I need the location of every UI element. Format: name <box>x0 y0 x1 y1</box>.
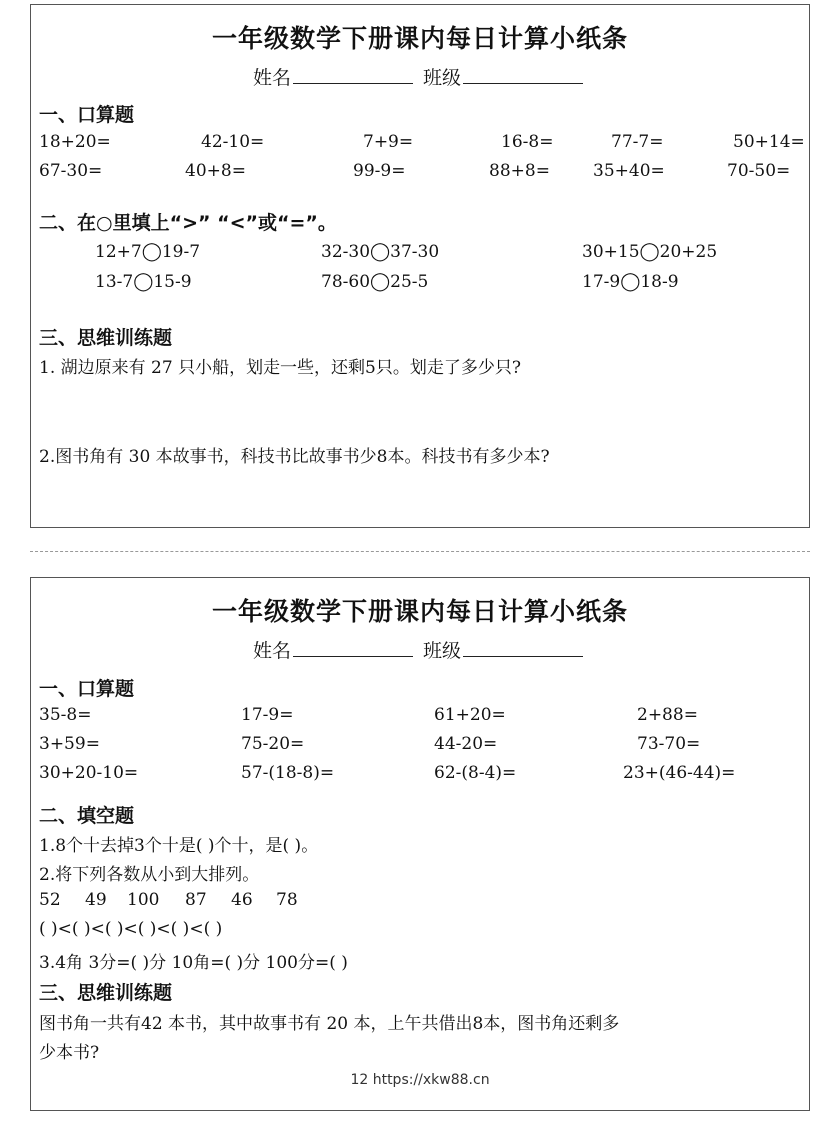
name-label: 姓名 <box>252 640 291 662</box>
name-class-row <box>31 63 809 90</box>
number-item: 49 <box>85 890 107 910</box>
circle-blank[interactable]: ◯ <box>141 241 162 262</box>
fill-question: 1.8个十去掉3个十是( )个十，是( )。 <box>39 836 319 856</box>
circle-blank[interactable]: ◯ <box>639 241 660 262</box>
class-label: 班级 <box>423 640 462 662</box>
problem: 73-70= <box>637 734 701 754</box>
compare-item: 17-9◯18-9 <box>582 271 679 292</box>
compare-item: 12+7◯19-7 <box>95 241 201 262</box>
section-heading: 一、口算题 <box>39 104 135 126</box>
class-label: 班级 <box>423 67 462 89</box>
class-blank[interactable] <box>463 638 583 657</box>
problem: 23+(46-44)= <box>623 763 736 783</box>
problem: 75-20= <box>241 734 305 754</box>
class-blank[interactable] <box>463 65 583 84</box>
problem: 30+20-10= <box>39 763 139 783</box>
number-item: 100 <box>127 890 160 910</box>
problem: 44-20= <box>434 734 498 754</box>
cut-line <box>30 551 810 552</box>
compare-item: 13-7◯15-9 <box>95 271 192 292</box>
circle-blank[interactable]: ◯ <box>620 271 641 292</box>
section-heading: 二、填空题 <box>39 805 135 827</box>
fill-question: 3.4角 3分=( )分 10角=( )分 100分=( ) <box>39 953 348 973</box>
circle-blank[interactable]: ◯ <box>370 241 391 262</box>
problem: 40+8= <box>185 161 246 181</box>
circle-blank[interactable]: ◯ <box>370 271 391 292</box>
section-heading: 二、在○里填上“>” “<”或“=”。 <box>39 212 337 234</box>
name-blank[interactable] <box>293 65 413 84</box>
name-blank[interactable] <box>293 638 413 657</box>
problem: 16-8= <box>501 132 554 152</box>
circle-blank[interactable]: ◯ <box>133 271 154 292</box>
problem: 62-(8-4)= <box>434 763 517 783</box>
sheet-title: 一年级数学下册课内每日计算小纸条 <box>211 597 628 626</box>
problem: 99-9= <box>353 161 406 181</box>
section-heading: 一、口算题 <box>39 678 135 700</box>
order-blanks: ( )<( )<( )<( )<( )<( ) <box>39 919 223 939</box>
problem: 3+59= <box>39 734 100 754</box>
number-item: 46 <box>231 890 253 910</box>
problem: 77-7= <box>611 132 664 152</box>
word-problem-line: 少本书? <box>39 1043 100 1063</box>
problem: 67-30= <box>39 161 103 181</box>
worksheet-2 <box>30 577 810 1111</box>
problem: 50+14= <box>733 132 805 152</box>
problem: 88+8= <box>489 161 550 181</box>
problem: 42-10= <box>201 132 265 152</box>
problem: 7+9= <box>363 132 414 152</box>
word-problem: 1. 湖边原来有 27 只小船，划走一些，还剩5只。划走了多少只? <box>39 358 521 378</box>
problem: 17-9= <box>241 705 294 725</box>
compare-item: 32-30◯37-30 <box>321 241 440 262</box>
number-item: 78 <box>276 890 298 910</box>
sheet-title: 一年级数学下册课内每日计算小纸条 <box>211 24 628 53</box>
problem: 35-8= <box>39 705 92 725</box>
problem: 70-50= <box>727 161 791 181</box>
compare-item: 30+15◯20+25 <box>582 241 718 262</box>
page-footer: 12 https://xkw88.cn <box>350 1072 490 1088</box>
number-item: 87 <box>185 890 207 910</box>
problem: 18+20= <box>39 132 111 152</box>
section-heading: 三、思维训练题 <box>39 327 173 349</box>
word-problem: 2.图书角有 30 本故事书，科技书比故事书少8本。科技书有多少本? <box>39 447 550 467</box>
fill-question: 2.将下列各数从小到大排列。 <box>39 865 260 885</box>
compare-item: 78-60◯25-5 <box>321 271 429 292</box>
problem: 2+88= <box>637 705 698 725</box>
name-class-row <box>31 636 809 663</box>
name-label: 姓名 <box>252 67 291 89</box>
worksheet-1 <box>30 4 810 528</box>
problem: 35+40= <box>593 161 665 181</box>
number-item: 52 <box>39 890 61 910</box>
problem: 61+20= <box>434 705 506 725</box>
word-problem-line: 图书角一共有42 本书，其中故事书有 20 本，上午共借出8本，图书角还剩多 <box>39 1014 620 1034</box>
problem: 57-(18-8)= <box>241 763 335 783</box>
section-heading: 三、思维训练题 <box>39 982 173 1004</box>
